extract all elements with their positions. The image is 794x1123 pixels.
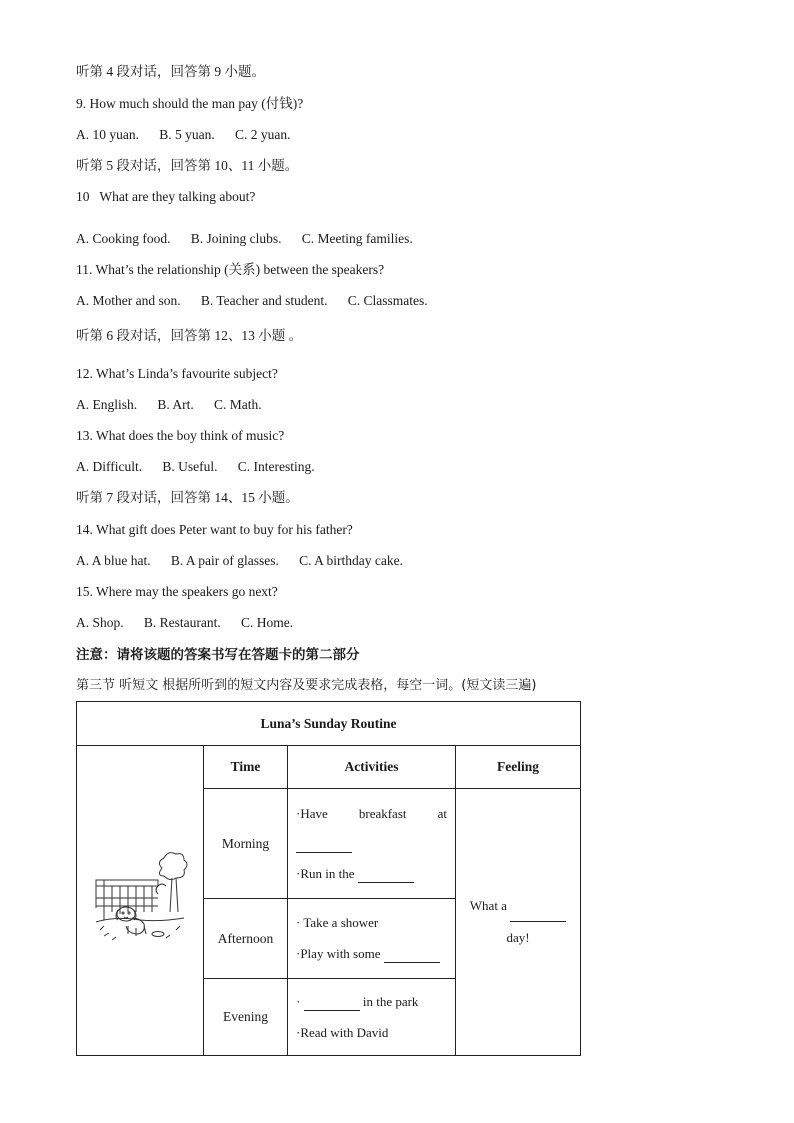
- run-in-the: ·Run in the: [296, 865, 358, 881]
- options-11: A. Mother and son. B. Teacher and student. C. Classmates.: [76, 293, 428, 308]
- section-heading-6: 听第 6 段对话，回答第 12、13 小题 。: [76, 328, 303, 343]
- options-13: A. Difficult. B. Useful. C. Interesting.: [76, 459, 315, 474]
- time-evening: Evening: [204, 979, 288, 1056]
- dog-in-yard-icon: [92, 850, 188, 948]
- time-afternoon: Afternoon: [204, 899, 288, 979]
- question-12: 12. What’s Linda’s favourite subject?: [76, 366, 278, 381]
- dog-yard-illustration: [77, 746, 204, 1056]
- morning-activities: [288, 789, 456, 899]
- header-activities: Activities: [288, 746, 456, 789]
- section-three-instruction: 第三节 听短文 根据所听到的短文内容及要求完成表格，每空一词。(短文读三遍): [76, 678, 537, 693]
- blank-1[interactable]: [296, 838, 352, 853]
- header-time: Time: [204, 746, 288, 789]
- options-12: A. English. B. Art. C. Math.: [76, 397, 262, 412]
- blank-3[interactable]: [384, 948, 440, 963]
- section-heading-4: 听第 4 段对话，回答第 9 小题。: [76, 64, 265, 79]
- question-10: 10 What are they talking about?: [76, 189, 256, 204]
- question-13: 13. What does the boy think of music?: [76, 428, 285, 443]
- blank-2[interactable]: [358, 868, 414, 883]
- options-9: A. 10 yuan. B. 5 yuan. C. 2 yuan.: [76, 127, 291, 142]
- header-feeling: Feeling: [456, 746, 581, 789]
- in-the-park: in the park: [359, 993, 419, 1009]
- at-word: at: [437, 805, 447, 821]
- options-14: A. A blue hat. B. A pair of glasses. C. A birthday cake.: [76, 553, 403, 568]
- table-title: Luna’s Sunday Routine: [77, 702, 581, 746]
- options-10: A. Cooking food. B. Joining clubs. C. Meeting families.: [76, 231, 413, 246]
- question-15: 15. Where may the speakers go next?: [76, 584, 278, 599]
- evening-activities: [288, 979, 456, 1056]
- section-heading-7: 听第 7 段对话，回答第 14、15 小题。: [76, 490, 299, 505]
- question-11: 11. What’s the relationship (关系) between the speakers?: [76, 262, 385, 277]
- question-14: 14. What gift does Peter want to buy for his father?: [76, 522, 353, 537]
- evening-bullet: ·: [296, 993, 304, 1009]
- afternoon-activities: [288, 899, 456, 979]
- answer-note: 注意：请将该题的答案书写在答题卡的第二部分: [76, 647, 360, 663]
- question-9: 9. How much should the man pay (付钱)?: [76, 96, 304, 111]
- blank-4[interactable]: [304, 996, 360, 1011]
- feeling-suffix: day!: [506, 930, 530, 945]
- feeling-cell: [456, 789, 581, 1056]
- blank-feeling[interactable]: [510, 907, 566, 922]
- feeling-prefix: What a: [469, 898, 511, 913]
- routine-table: [76, 701, 581, 1056]
- have-word: ·Have: [296, 805, 328, 821]
- time-morning: Morning: [204, 789, 288, 899]
- section-heading-5: 听第 5 段对话，回答第 10、11 小题。: [76, 158, 299, 173]
- options-15: A. Shop. B. Restaurant. C. Home.: [76, 615, 294, 630]
- read-with-david: ·Read with David: [296, 1024, 389, 1040]
- play-with-some: ·Play with some: [296, 946, 384, 961]
- take-shower: · Take a shower: [296, 915, 379, 930]
- breakfast-word: breakfast: [358, 805, 407, 821]
